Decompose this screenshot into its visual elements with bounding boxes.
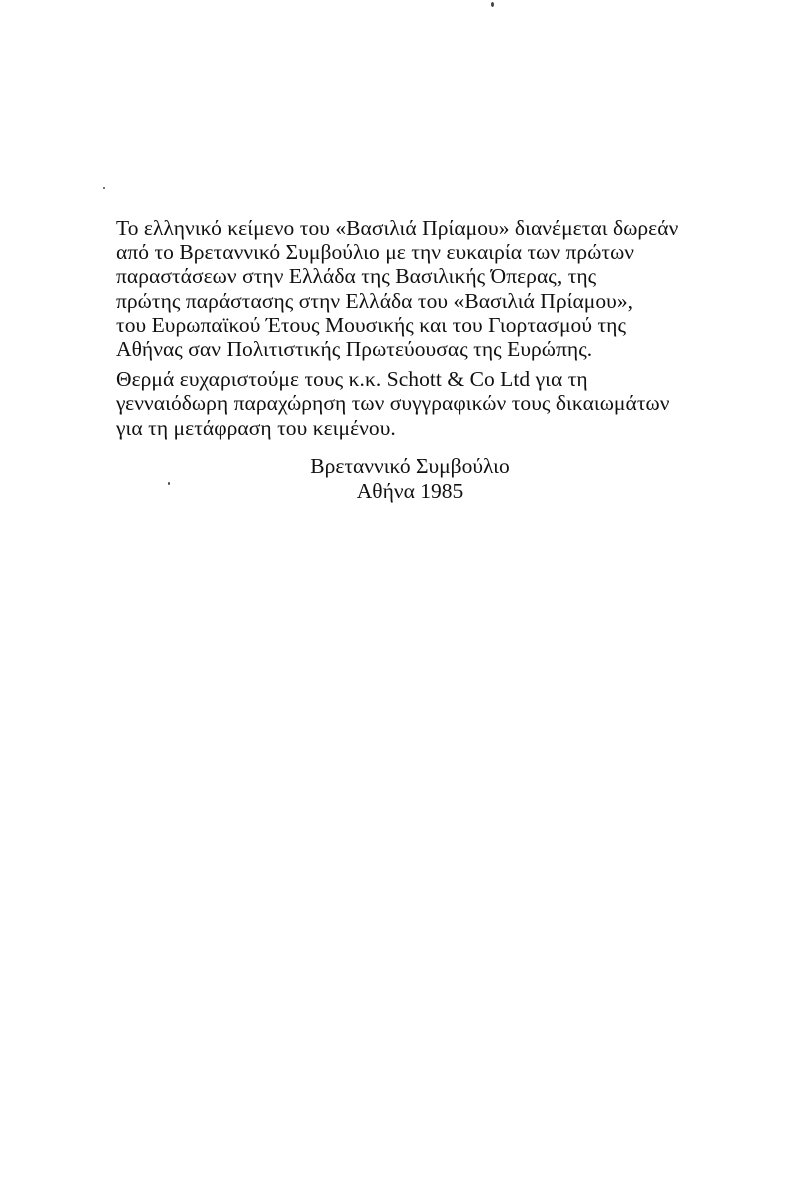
distribution-paragraph (116, 216, 746, 361)
body-text (116, 216, 746, 440)
text-line: για τη μετάφραση του κειμένου. (116, 415, 396, 440)
text-line: Αθήνας σαν Πολιτιστικής Πρωτεύουσας της Ευρώπης. (116, 337, 593, 362)
paper-speck (491, 2, 494, 7)
text-line: από το Βρεταννικό Συμβούλιο με την ευκαιρία των πρώτων (116, 240, 635, 265)
paper-speck (168, 482, 170, 485)
text-line: του Ευρωπαϊκού Έτους Μουσικής και του Γιορτασμού της (116, 312, 627, 337)
text-line: Το ελληνικό κείμενο του «Βασιλιά Πρίαμου» διανέμεται δωρεάν (116, 216, 679, 240)
text-line: γενναιόδωρη παραχώρηση των συγγραφικών τους δικαιωμάτων (116, 391, 670, 416)
paper-speck (103, 187, 105, 189)
signature-block (0, 454, 798, 503)
text-line: Θερμά ευχαριστούμε τους κ.κ. Schott & Co Ltd για τη (116, 367, 588, 392)
text-line: παραστάσεων στην Ελλάδα της Βασιλικής Όπερας, της (116, 264, 597, 289)
signature-place-date: Αθήνα 1985 (356, 478, 464, 503)
text-line: πρώτης παράστασης στην Ελλάδα του «Βασιλιά Πρίαμου», (116, 288, 634, 313)
signature-organization: Βρεταννικό Συμβούλιο (310, 454, 510, 478)
thanks-paragraph (116, 367, 746, 440)
